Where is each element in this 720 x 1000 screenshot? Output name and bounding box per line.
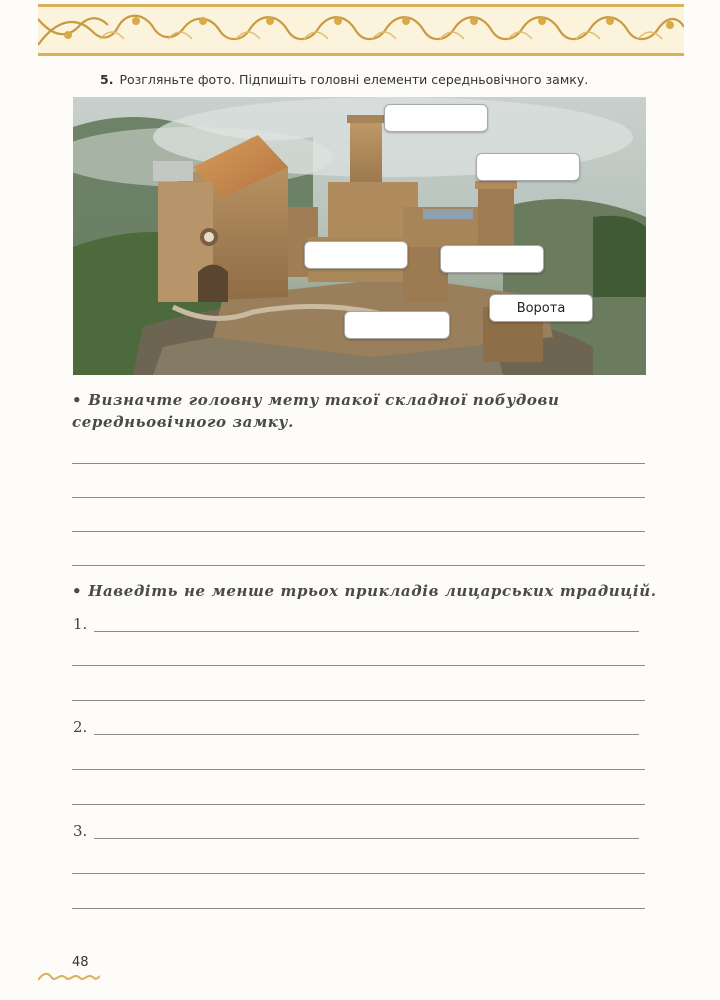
header-ornament bbox=[38, 4, 684, 56]
question-knight-traditions-text: Наведіть не менше трьох прикладів лицарських традицій. bbox=[88, 582, 657, 600]
answer-line-item-2[interactable] bbox=[94, 734, 639, 735]
answer-line[interactable] bbox=[72, 700, 645, 701]
answer-line[interactable] bbox=[72, 463, 645, 464]
question-knight-traditions bbox=[72, 580, 657, 602]
bullet: • bbox=[72, 391, 83, 409]
castle-photo bbox=[73, 97, 646, 375]
task-number: 5. bbox=[100, 72, 114, 87]
answer-line[interactable] bbox=[72, 531, 645, 532]
item-number-3: 3. bbox=[73, 822, 88, 840]
question-castle-purpose-text: Визначте головну мету такої складної побудови середньовічного замку. bbox=[72, 391, 560, 431]
answer-line[interactable] bbox=[72, 873, 645, 874]
question-castle-purpose bbox=[72, 389, 662, 433]
answer-line-item-3[interactable] bbox=[94, 838, 639, 839]
label-box-gate: Ворота bbox=[489, 294, 593, 322]
task-text: Розгляньте фото. Підпишіть головні елементи середньовічного замку. bbox=[119, 72, 589, 87]
bullet: • bbox=[72, 582, 83, 600]
answer-line[interactable] bbox=[72, 908, 645, 909]
answer-line[interactable] bbox=[72, 804, 645, 805]
answer-line[interactable] bbox=[72, 565, 645, 566]
label-box-wall[interactable] bbox=[440, 245, 544, 273]
item-number-1: 1. bbox=[73, 615, 88, 633]
answer-line[interactable] bbox=[72, 497, 645, 498]
footer-ornament bbox=[38, 972, 100, 982]
answer-line[interactable] bbox=[72, 665, 645, 666]
task-instruction bbox=[100, 72, 588, 87]
label-box-palace[interactable] bbox=[304, 241, 408, 269]
page-number: 48 bbox=[72, 955, 89, 970]
label-box-keep[interactable] bbox=[384, 104, 488, 132]
label-box-courtyard[interactable] bbox=[344, 311, 450, 339]
answer-line[interactable] bbox=[72, 769, 645, 770]
label-box-tower[interactable] bbox=[476, 153, 580, 181]
item-number-2: 2. bbox=[73, 718, 88, 736]
answer-line-item-1[interactable] bbox=[94, 631, 639, 632]
